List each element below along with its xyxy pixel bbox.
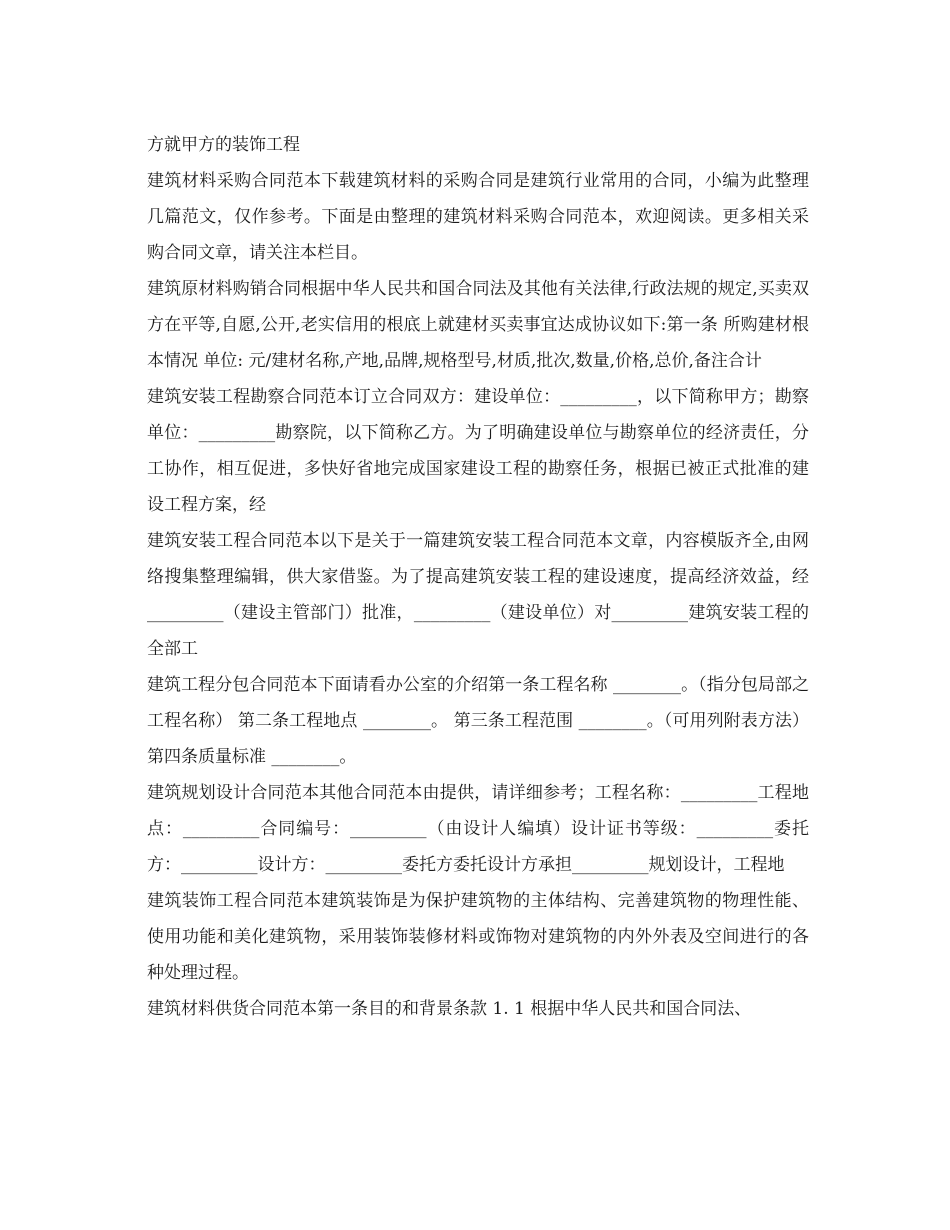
- paragraph-8: 建筑装饰工程合同范本建筑装饰是为保护建筑物的主体结构、完善建筑物的物理性能、使用功能和美化建筑物，采用装饰装修材料或饰物对建筑物的内外外表及空间进行的各种处理过程。: [147, 891, 809, 983]
- paragraph-6: 建筑工程分包合同范本下面请看办公室的介绍第一条工程名称 ________。（指分包局部之工程名称） 第二条工程地点 ________。 第三条工程范围 ________。（可用列附表方法） 第四条质量标准 ________。: [147, 675, 809, 767]
- paragraph-1: 方就甲方的装饰工程: [147, 135, 300, 155]
- paragraph-2: 建筑材料采购合同范本下载建筑材料的采购合同是建筑行业常用的合同，小编为此整理几篇范文，仅作参考。下面是由整理的建筑材料采购合同范本，欢迎阅读。更多相关采购合同文章，请关注本栏目。: [147, 171, 809, 263]
- paragraph-3: 建筑原材料购销合同根据中华人民共和国合同法及其他有关法律,行政法规的规定,买卖双方在平等,自愿,公开,老实信用的根底上就建材买卖事宜达成协议如下:第一条 所购建材根本情况 单位: 元/建材名称,产地,品牌,规格型号,材质,批次,数量,价格,总价,备注合计: [147, 279, 809, 371]
- document-body: [147, 127, 809, 1027]
- paragraph-4: 建筑安装工程勘察合同范本订立合同双方：建设单位：_________，以下简称甲方；勘察单位：_________勘察院，以下简称乙方。为了明确建设单位与勘察单位的经济责任，分工协作，相互促进，多快好省地完成国家建设工程的勘察任务，根据已被正式批准的建设工程方案，经: [147, 387, 809, 515]
- paragraph-7: 建筑规划设计合同范本其他合同范本由提供，请详细参考；工程名称：_________工程地点：_________合同编号：_________（由设计人编填）设计证书等级：_________委托方：_________设计方：_________委托方委托设计方承担_________规划设计，工程地: [147, 783, 809, 875]
- paragraph-5: 建筑安装工程合同范本以下是关于一篇建筑安装工程合同范本文章，内容模版齐全,由网络搜集整理编辑，供大家借鉴。为了提高建筑安装工程的建设速度，提高经济效益，经_________（建设主管部门）批准，_________（建设单位）对_________建筑安装工程的全部工: [147, 531, 809, 659]
- paragraph-9: 建筑材料供货合同范本第一条目的和背景条款 1. 1 根据中华人民共和国合同法、: [147, 999, 752, 1019]
